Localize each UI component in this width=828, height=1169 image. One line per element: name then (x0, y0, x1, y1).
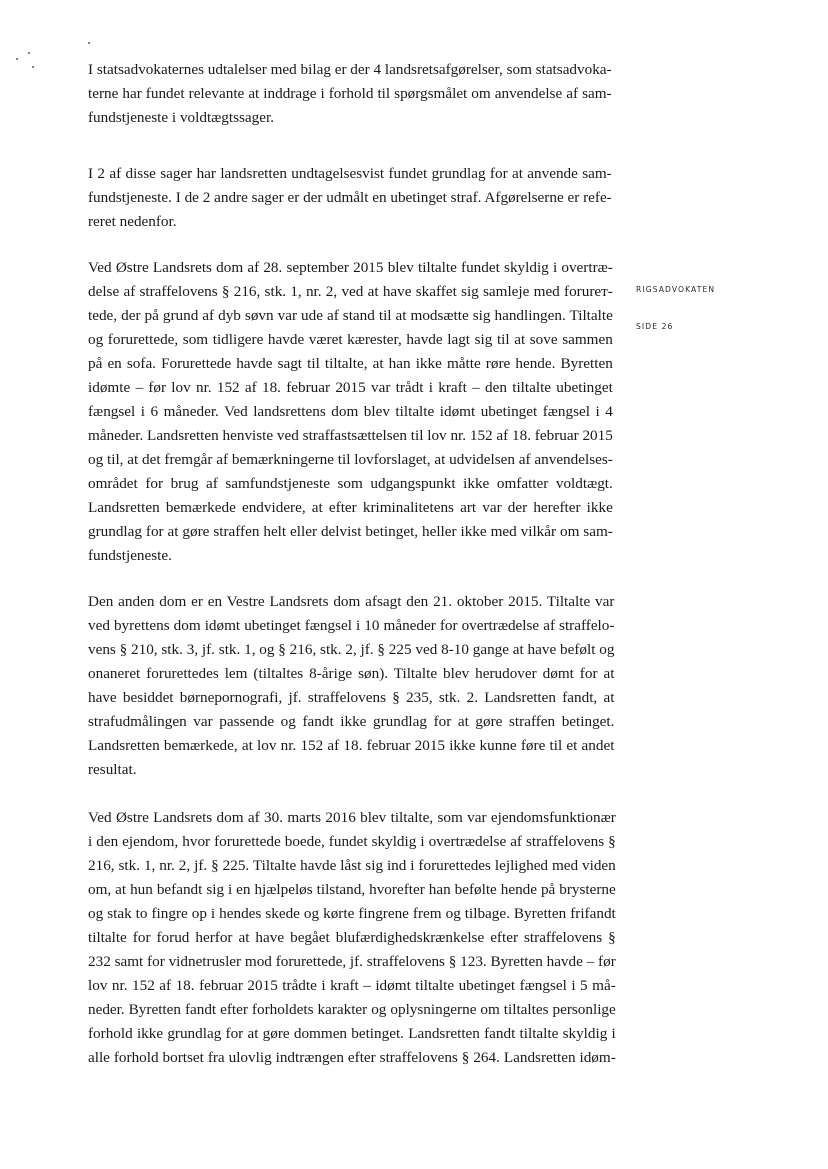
scan-speck (28, 52, 30, 54)
paragraph-4 (88, 590, 614, 782)
scan-speck-marks (14, 38, 44, 68)
text-line: fundstjeneste i voldtægtssager. (88, 109, 275, 126)
text-line: Ved Østre Landsrets dom af 30. marts 2016 blev tiltalte, som var ejendomsfunktionær (88, 809, 616, 826)
text-line: 232 samt for vidnetrusler mod forurettede, jf. straffelovens § 123. Byretten havde – før (88, 953, 616, 970)
scan-speck (88, 42, 90, 44)
text-line: onaneret forurettedes lem (tiltaltes 8-årige søn). Tiltalte blev herudover dømt for at (88, 665, 615, 682)
text-line: resultat. (88, 761, 137, 778)
text-line: reret nedenfor. (88, 213, 177, 230)
sidebar-org-name: RIGSADVOKATEN (636, 285, 716, 294)
text-line: delse af straffelovens § 216, stk. 1, nr. 2, ved at have skaffet sig samleje med forurет- (88, 283, 613, 300)
text-line: strafudmålingen var passende og fandt ikke grundlag for at gøre straffen betinget. (88, 713, 615, 730)
text-line: forhold ikke grundlag for at gøre dommen betinget. Landsretten fandt tiltalte skyldig i (88, 1025, 616, 1042)
text-line: alle forhold bortset fra ulovlig indtrængen efter straffelovens § 264. Landsretten idøm- (88, 1049, 616, 1066)
text-line: tiltalte for forud herfor at have begået blufærdighedskrænkelse efter straffelovens § (88, 929, 616, 946)
text-line: neder. Byretten fandt efter forholdets karakter og oplysningerne om tiltaltes personlige (88, 1001, 616, 1018)
text-line: på en sofa. Forurettede havde sagt til tiltalte, at han ikke måtte røre hende. Byretten (88, 355, 613, 372)
text-line: idømte – før lov nr. 152 af 18. februar 2015 var trådt i kraft – den tiltalte ubetinget (88, 379, 613, 396)
text-line: Den anden dom er en Vestre Landsrets dom afsagt den 21. oktober 2015. Tiltalte var (88, 593, 615, 610)
text-line: om, at hun befandt sig i en hjælpeløs tilstand, hvorefter han befølte hende på brysterne (88, 881, 616, 898)
text-line: lov nr. 152 af 18. februar 2015 trådte i kraft – idømt tiltalte ubetinget fængsel i 5 må- (88, 977, 616, 994)
scan-speck (32, 66, 34, 68)
text-line: 216, stk. 1, nr. 2, jf. § 225. Tiltalte havde låst sig ind i forurettedes lejlighed med viden (88, 857, 616, 874)
sidebar-page-number: SIDE 26 (636, 322, 674, 331)
paragraph-5 (88, 806, 616, 1070)
text-line: Landsretten bemærkede endvidere, at efter kriminalitetens art var der herefter ikke (88, 499, 613, 516)
text-line: fængsel i 6 måneder. Ved landsrettens dom blev tiltalte idømt ubetinget fængsel i 4 (88, 403, 613, 420)
text-line: i den ejendom, hvor forurettede boede, fundet skyldig i overtrædelse af straffelovens § (88, 833, 616, 850)
paragraph-2 (88, 162, 612, 234)
text-line: terne har fundet relevante at inddrage i forhold til spørgsmålet om anvendelse af sam- (88, 85, 612, 102)
paragraph-3 (88, 256, 613, 568)
text-line: Landsretten bemærkede, at lov nr. 152 af 18. februar 2015 ikke kunne føre til et andet (88, 737, 615, 754)
paragraph-1 (88, 58, 612, 130)
text-line: og forurettede, som tidligere havde været kærester, havde lagt sig til at sove sammen (88, 331, 613, 348)
text-line: tede, der på grund af dyb søvn var ude af stand til at modsætte sig handlingen. Tiltalte (88, 307, 613, 324)
text-line: måneder. Landsretten henviste ved straffastsættelsen til lov nr. 152 af 18. februar 2015 (88, 427, 613, 444)
text-line: have besiddet børnepornografi, jf. straffelovens § 235, stk. 2. Landsretten fandt, at (88, 689, 615, 706)
text-line: og stak to fingre op i hendes skede og kørte fingrene frem og tilbage. Byretten frifandt (88, 905, 616, 922)
text-line: området for brug af samfundstjeneste som udgangspunkt ikke omfatter voldtægt. (88, 475, 613, 492)
text-line: ved byrettens dom idømt ubetinget fængsel i 10 måneder for overtrædelse af straffelo- (88, 617, 615, 634)
text-line: grundlag for at gøre straffen helt eller delvist betinget, heller ikke med vilkår om sam- (88, 523, 613, 540)
text-line: I 2 af disse sager har landsretten undtagelsesvist fundet grundlag for at anvende sam- (88, 165, 612, 182)
text-line: I statsadvokaternes udtalelser med bilag er der 4 landsretsafgørelser, som statsadvoka- (88, 61, 612, 78)
text-line: fundstjeneste. I de 2 andre sager er der udmålt en ubetinget straf. Afgørelserne er refe- (88, 189, 612, 206)
text-line: vens § 210, stk. 3, jf. stk. 1, og § 216, stk. 2, jf. § 225 ved 8-10 gange at have befølt og (88, 641, 615, 658)
scan-speck (16, 58, 18, 60)
text-line: og til, at det fremgår af bemærkningerne til lovforslaget, at udvidelsen af anvendelses- (88, 451, 613, 468)
text-line: Ved Østre Landsrets dom af 28. september 2015 blev tiltalte fundet skyldig i overtræ- (88, 259, 613, 276)
text-line: fundstjeneste. (88, 547, 172, 564)
